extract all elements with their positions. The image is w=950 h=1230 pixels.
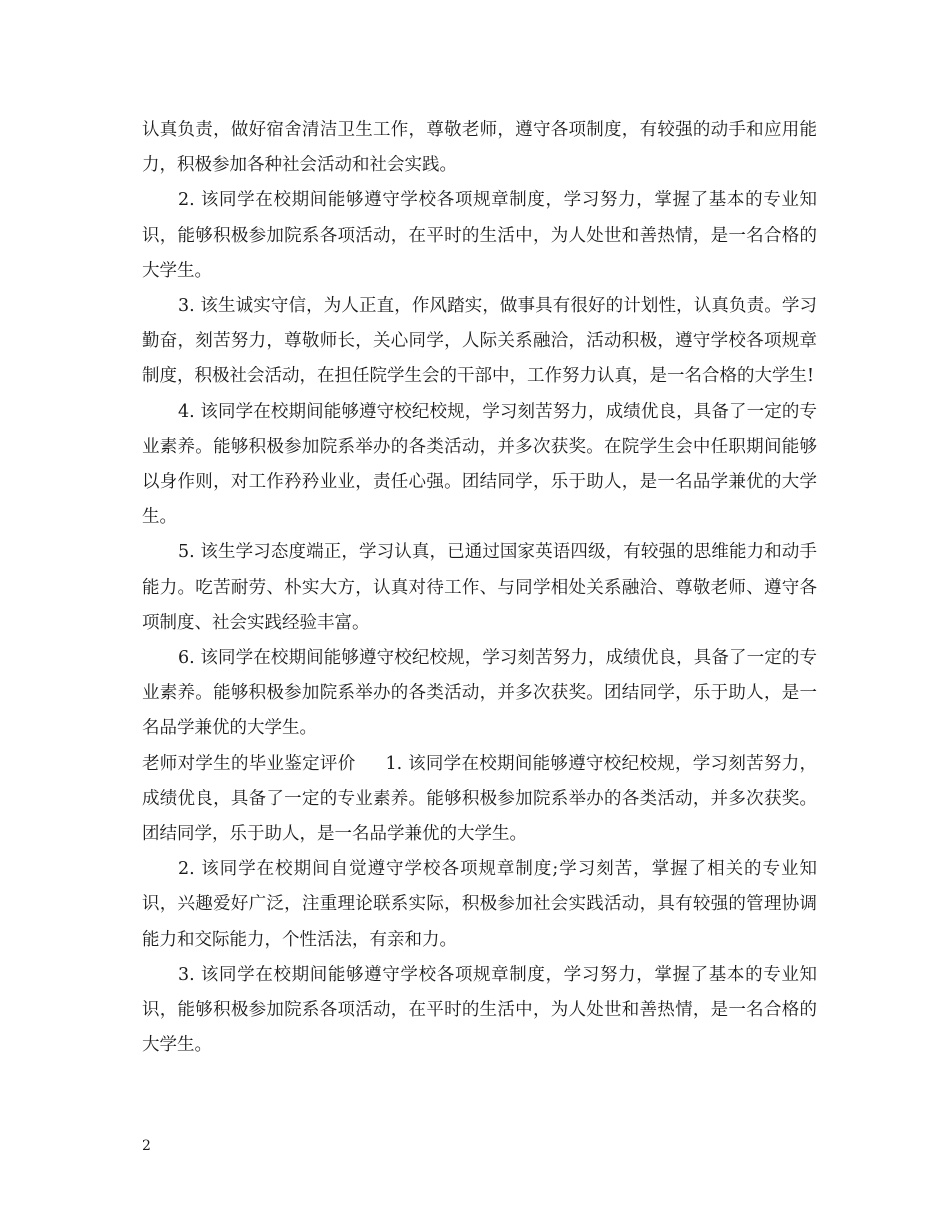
paragraph: 3. 该同学在校期间能够遵守学校各项规章制度，学习努力，掌握了基本的专业知识，能够积极参加院系各项活动，在平时的生活中，为人处世和善热情，是一名合格的大学生。 (142, 964, 817, 1056)
paragraph: 2. 该同学在校期间能够遵守学校各项规章制度，学习努力，掌握了基本的专业知识，能够积极参加院系各项活动，在平时的生活中，为人处世和善热情，是一名合格的大学生。 (142, 190, 817, 281)
section-title: 老师对学生的毕业鉴定评价 (142, 753, 356, 774)
paragraph: 6. 该同学在校期间能够遵守校纪校规，学习刻苦努力，成绩优良，具备了一定的专业素养。能够积极参加院系举办的各类活动，并多次获奖。团结同学，乐于助人，是一名品学兼优的大学生。 (142, 648, 817, 739)
paragraph: 4. 该同学在校期间能够遵守校纪校规，学习刻苦努力，成绩优良，具备了一定的专业素养。能够积极参加院系举办的各类活动，并多次获奖。在院学生会中任职期间能够以身作则，对工作矜矜业业，责任心强。团结同学，乐于助人，是一名品学兼优的大学生。 (142, 401, 817, 528)
paragraph: 3. 该生诚实守信，为人正直，作风踏实，做事具有很好的计划性，认真负责。学习勤奋，刻苦努力，尊敬师长，关心同学，人际关系融洽，活动积极，遵守学校各项规章制度，积极社会活动，在担任院学生会的干部中，工作努力认真，是一名合格的大学生! (142, 296, 817, 387)
paragraph: 认真负责，做好宿舍清洁卫生工作，尊敬老师，遵守各项制度，有较强的动手和应用能力，积极参加各种社会活动和社会实践。 (142, 120, 817, 176)
paragraph-group-1 (142, 113, 817, 747)
page-number: 2 (142, 1138, 151, 1154)
document-body (142, 113, 817, 1063)
paragraph-group-2 (142, 852, 817, 1063)
section-first-text: 1. 该同学在校期间能够遵守校纪校规，学习刻苦努力，成绩优良，具备了一定的专业素养。能够积极参加院系举办的各类活动，并多次获奖。团结同学，乐于助人，是一名品学兼优的大学生。 (142, 753, 817, 845)
paragraph: 5. 该生学习态度端正，学习认真，已通过国家英语四级，有较强的思维能力和动手能力。吃苦耐劳、朴实大方，认真对待工作、与同学相处关系融洽、尊敬老师、遵守各项制度、社会实践经验丰富。 (142, 542, 817, 633)
section-paragraph (142, 747, 817, 853)
paragraph: 2. 该同学在校期间自觉遵守学校各项规章制度;学习刻苦，掌握了相关的专业知识，兴趣爱好广泛，注重理论联系实际，积极参加社会实践活动，具有较强的管理协调能力和交际能力，个性活法，有亲和力。 (142, 859, 817, 950)
